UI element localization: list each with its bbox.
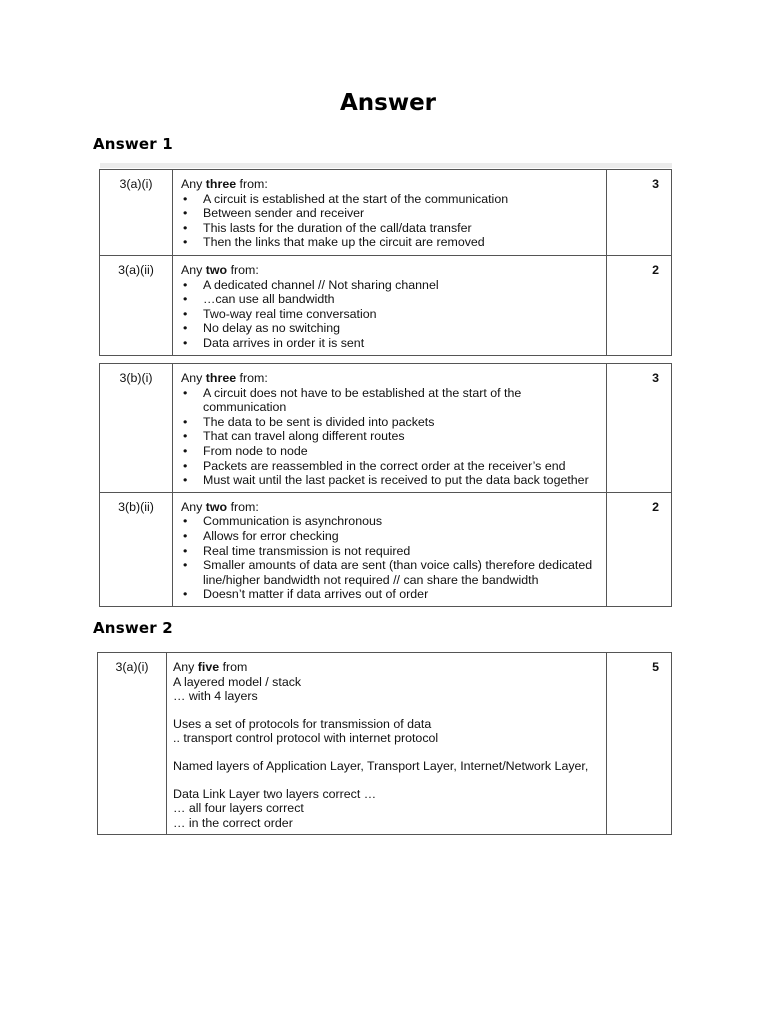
marks-value: 3 xyxy=(607,364,672,493)
question-number: 3(a)(i) xyxy=(98,653,167,835)
answer-line: .. transport control protocol with internet protocol xyxy=(173,731,439,746)
answer-intro: Any two from: xyxy=(181,499,259,514)
section-heading-answer-2: Answer 2 xyxy=(93,619,173,637)
answer-cell xyxy=(173,492,607,606)
answer-cell xyxy=(167,653,607,835)
spacer xyxy=(173,746,600,759)
answer-cell xyxy=(173,364,607,493)
answer-points xyxy=(181,278,600,351)
page-title: Answer xyxy=(339,90,437,116)
answer-line: Uses a set of protocols for transmission of data xyxy=(173,716,432,731)
question-number: 3(b)(ii) xyxy=(100,492,173,606)
question-number: 3(a)(i) xyxy=(100,170,173,256)
answer-cell xyxy=(173,256,607,356)
answer-intro: Any two from: xyxy=(181,263,259,277)
list-item: • A circuit does not have to be established at the start of the communication xyxy=(181,386,600,415)
answer-intro: Any five from xyxy=(173,660,248,674)
list-item: • Real time transmission is not required xyxy=(181,544,600,559)
answer-line: Data Link Layer two layers correct … xyxy=(173,786,377,801)
answer-intro: Any three from: xyxy=(181,371,268,385)
marks-value: 2 xyxy=(607,256,672,356)
spacer xyxy=(173,774,600,787)
answer-line: … all four layers correct xyxy=(173,801,304,816)
answer-points xyxy=(181,386,600,488)
table-row xyxy=(100,492,672,606)
list-item: • The data to be sent is divided into packets xyxy=(181,415,600,430)
list-item: • Packets are reassembled in the correct order at the receiver’s end xyxy=(181,459,600,474)
list-item: • Must wait until the last packet is received to put the data back together xyxy=(181,473,600,488)
scan-shadow xyxy=(100,163,672,168)
answer-line: Named layers of Application Layer, Transport Layer, Internet/Network Layer, xyxy=(173,758,589,773)
mark-scheme-table-1b xyxy=(99,363,672,607)
list-item: • That can travel along different routes xyxy=(181,429,600,444)
answer-line: … in the correct order xyxy=(173,815,293,830)
table-row xyxy=(98,653,672,835)
section-heading-answer-1: Answer 1 xyxy=(93,135,173,153)
list-item: • Communication is asynchronous xyxy=(181,514,600,529)
list-item: • No delay as no switching xyxy=(181,321,600,336)
answer-points xyxy=(181,514,600,602)
list-item: • Then the links that make up the circuit are removed xyxy=(181,235,600,250)
marks-value: 2 xyxy=(607,492,672,606)
list-item: • Two-way real time conversation xyxy=(181,307,600,322)
table-row xyxy=(100,256,672,356)
table-row xyxy=(100,364,672,493)
list-item: • From node to node xyxy=(181,444,600,459)
list-item: • Doesn’t matter if data arrives out of order xyxy=(181,587,600,602)
list-item: • …can use all bandwidth xyxy=(181,292,600,307)
answer-line: … with 4 layers xyxy=(173,689,258,704)
answer-cell xyxy=(173,170,607,256)
spacer xyxy=(173,704,600,717)
marks-value: 3 xyxy=(607,170,672,256)
table-row xyxy=(100,170,672,256)
answer-line: A layered model / stack xyxy=(173,674,302,689)
question-number: 3(b)(i) xyxy=(100,364,173,493)
question-number: 3(a)(ii) xyxy=(100,256,173,356)
answer-points xyxy=(181,192,600,250)
list-item: • A circuit is established at the start of the communication xyxy=(181,192,600,207)
list-item: • Between sender and receiver xyxy=(181,206,600,221)
list-item: • Smaller amounts of data are sent (than voice calls) therefore dedicated line/higher bandwidth not required // can share the bandwidth xyxy=(181,558,600,587)
mark-scheme-table-2 xyxy=(97,652,672,835)
marks-value: 5 xyxy=(607,653,672,835)
list-item: • Data arrives in order it is sent xyxy=(181,336,600,351)
list-item: • A dedicated channel // Not sharing channel xyxy=(181,278,600,293)
list-item: • This lasts for the duration of the call/data transfer xyxy=(181,221,600,236)
answer-intro: Any three from: xyxy=(181,177,268,191)
mark-scheme-table-1a xyxy=(99,169,672,356)
list-item: • Allows for error checking xyxy=(181,529,600,544)
